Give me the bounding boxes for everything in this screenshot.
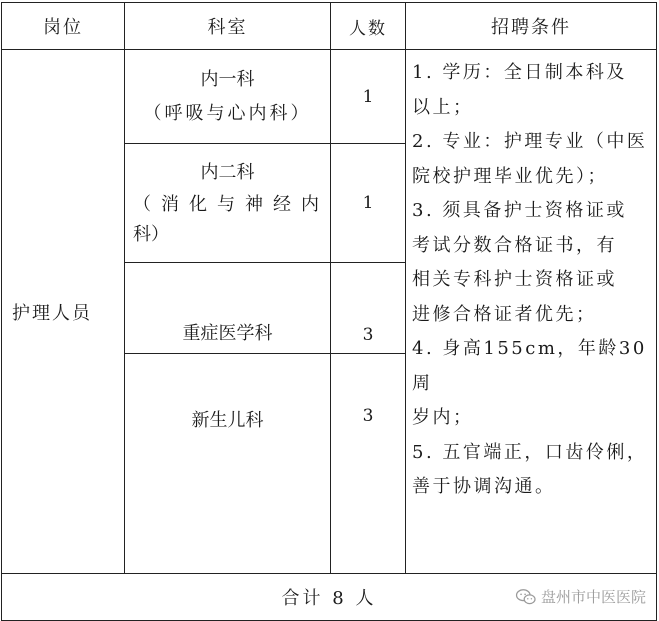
recruitment-table — [1, 2, 657, 621]
department-name: 内二科 — [200, 162, 255, 183]
total-cell — [2, 574, 657, 621]
department-subtitle: （消化与神经内 — [133, 194, 329, 215]
count-cell: 3 — [331, 354, 406, 574]
department-name: 重症医学科 — [182, 323, 273, 344]
header-position: 岗位 — [2, 3, 125, 50]
requirement-line: 相关专科护士资格证或 — [412, 269, 617, 290]
department-subtitle-cont: 科） — [133, 224, 169, 245]
count-cell: 3 — [331, 263, 406, 354]
header-requirements: 招聘条件 — [406, 3, 657, 50]
requirement-line: 4. 身高155cm，年龄30周 — [412, 338, 647, 394]
total-row — [2, 574, 657, 621]
requirement-line: 岁内； — [412, 407, 474, 428]
department-name: 内一科 — [200, 68, 255, 90]
header-count: 人数 — [331, 3, 406, 50]
requirement-line: 考试分数合格证书，有 — [412, 234, 617, 256]
wechat-icon — [515, 588, 537, 606]
department-cell — [125, 144, 331, 263]
count-cell: 1 — [331, 50, 406, 144]
requirement-line: 1. 学历：全日制本科及 — [412, 62, 627, 83]
requirement-line: 院校护理毕业优先）； — [412, 165, 608, 187]
requirement-line: 进修合格证者优先； — [412, 303, 597, 325]
total-label: 合计 8 人 — [281, 588, 377, 609]
department-cell — [125, 263, 331, 354]
requirement-line: 5. 五官端正，口齿伶俐， — [412, 441, 648, 463]
department-name: 新生儿科 — [191, 410, 264, 431]
header-row — [2, 3, 657, 50]
requirement-line: 善于协调沟通。 — [412, 476, 556, 497]
requirement-line: 以上； — [412, 96, 474, 118]
department-cell — [125, 50, 331, 144]
watermark — [515, 586, 646, 607]
position-cell: 护理人员 — [2, 50, 125, 574]
department-cell — [125, 354, 331, 574]
requirements-cell — [406, 50, 657, 574]
watermark-text: 盘州市中医医院 — [540, 588, 646, 606]
requirement-line: 3. 须具备护士资格证或 — [412, 200, 627, 221]
header-department: 科室 — [125, 3, 331, 50]
department-subtitle: （呼吸与心内科） — [143, 102, 312, 124]
table-row — [2, 50, 657, 144]
requirement-line: 2. 专业：护理专业（中医 — [412, 131, 648, 152]
count-cell: 1 — [331, 144, 406, 263]
